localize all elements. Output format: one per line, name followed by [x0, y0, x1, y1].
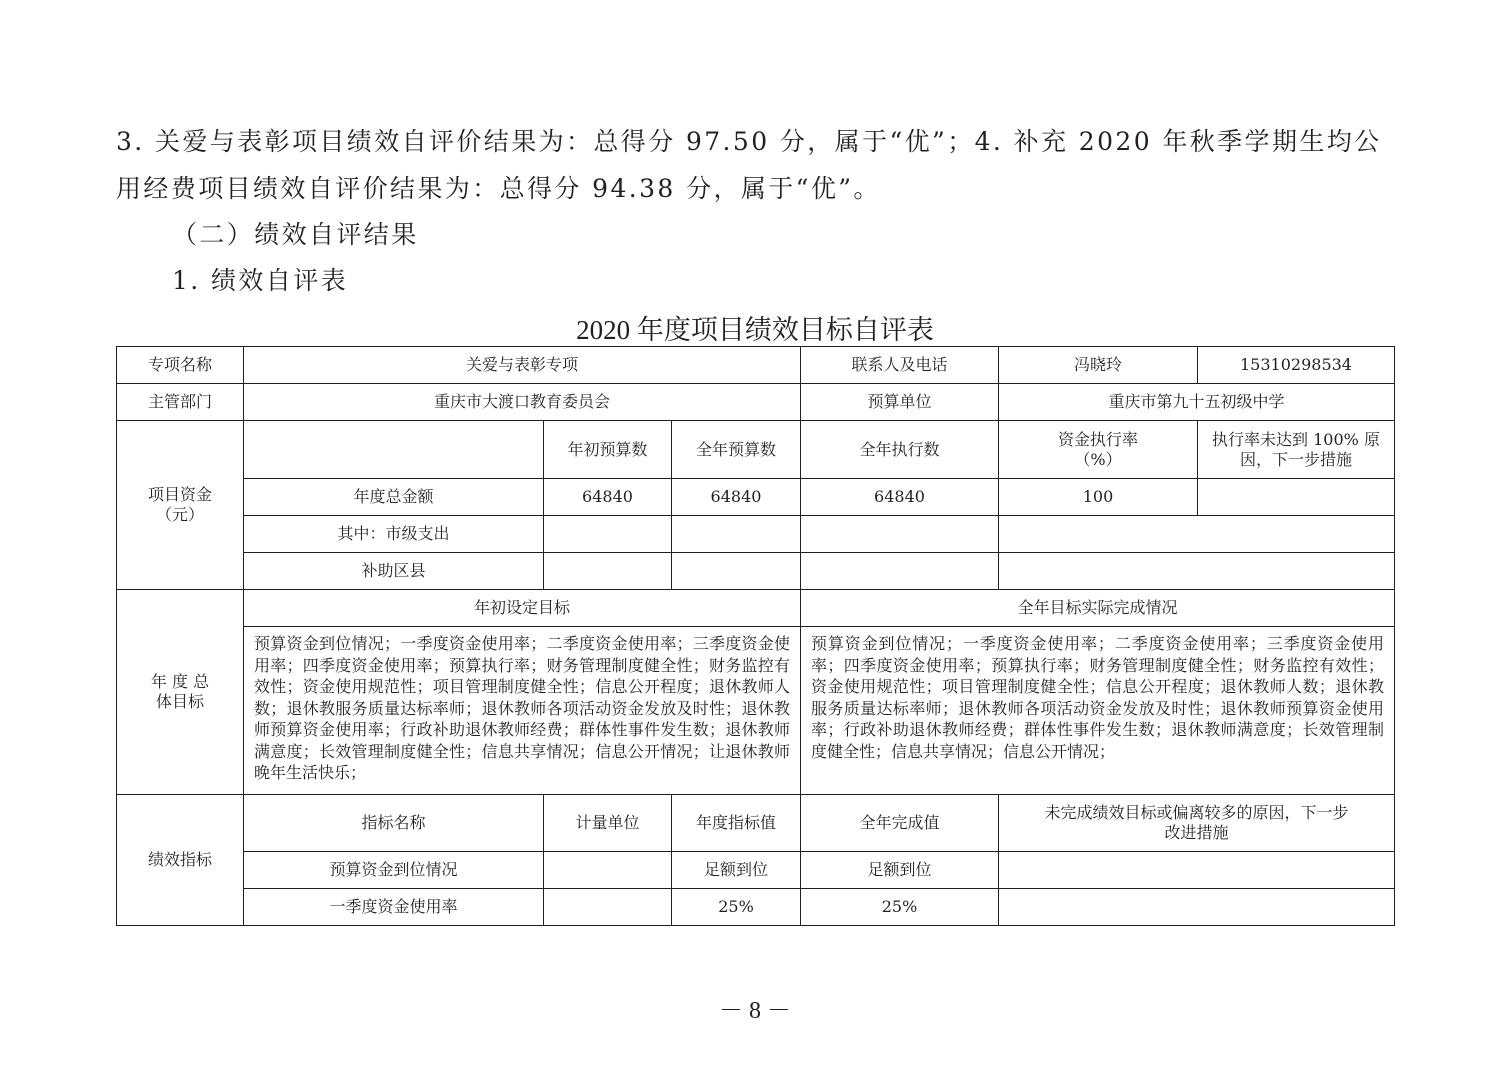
table-row	[117, 479, 1395, 516]
empty-cell	[999, 553, 1395, 590]
header-rate: 资金执行率（%）	[999, 421, 1198, 479]
header-unit: 计量单位	[544, 795, 672, 852]
header-initial: 年初预算数	[544, 421, 672, 479]
empty-cell	[672, 516, 801, 553]
header-indicator-name: 指标名称	[244, 795, 544, 852]
empty-cell	[801, 553, 999, 590]
label-budget-unit: 预算单位	[801, 384, 999, 421]
indicator-actual: 足额到位	[801, 852, 999, 889]
table-row	[117, 347, 1395, 384]
table-row	[117, 590, 1395, 627]
page-number: － 8 －	[719, 998, 791, 1024]
empty-cell	[999, 889, 1395, 926]
table-title: 2020 年度项目绩效目标自评表	[576, 315, 934, 345]
dept: 重庆市大渡口教育委员会	[244, 384, 801, 421]
label-goals: 年 度 总体目标	[117, 590, 244, 795]
actual-goals-text: 预算资金到位情况；一季度资金使用率；二季度资金使用率；三季度资金使用率；四季度资金使用率；预算执行率；财务管理制度健全性；财务监控有效性；资金使用规范性；项目管理制度健全性；信息公开程度；退休教师人数；退休教服务质量达标率师；退休教师各项活动资金发放及时性；退休教师预算资金使用率；行政补助退休教师经费；群体性事件发生数；退休教师满意度；长效管理制度健全性；信息共享情况；信息公开情况；	[801, 627, 1395, 795]
table-row	[117, 421, 1395, 479]
table-row	[117, 516, 1395, 553]
header-reason: 执行率未达到 100% 原因，下一步措施	[1198, 421, 1395, 479]
fund-row-name: 其中：市级支出	[244, 516, 544, 553]
indicator-unit	[544, 852, 672, 889]
body-line-1: 3. 关爱与表彰项目绩效自评价结果为：总得分 97.50 分，属于“优”；4. 补充 2020 年秋季学期生均公	[116, 127, 1382, 156]
header-executed: 全年执行数	[801, 421, 999, 479]
indicator-actual: 25%	[801, 889, 999, 926]
evaluation-table	[116, 346, 1395, 926]
header-annual: 全年预算数	[672, 421, 801, 479]
table-row	[117, 889, 1395, 926]
budget-unit: 重庆市第九十五初级中学	[999, 384, 1395, 421]
contact-phone: 15310298534	[1198, 347, 1395, 384]
indicator-target: 足额到位	[672, 852, 801, 889]
fund-annual: 64840	[672, 479, 801, 516]
fund-initial: 64840	[544, 479, 672, 516]
label-indicators: 绩效指标	[117, 795, 244, 926]
header-target: 年度指标值	[672, 795, 801, 852]
empty-cell	[999, 852, 1395, 889]
table-row	[117, 384, 1395, 421]
label-dept: 主管部门	[117, 384, 244, 421]
table-row	[117, 795, 1395, 852]
body-line-2: 用经费项目绩效自评价结果为：总得分 94.38 分，属于“优”。	[116, 174, 881, 203]
header-actual-goals: 全年目标实际完成情况	[801, 590, 1395, 627]
header-deviation-reason: 未完成绩效目标或偏离较多的原因，下一步改进措施	[999, 795, 1395, 852]
empty-cell	[544, 516, 672, 553]
table-row	[117, 553, 1395, 590]
indicator-name: 预算资金到位情况	[244, 852, 544, 889]
empty-cell	[999, 516, 1395, 553]
empty-cell	[1198, 479, 1395, 516]
indicator-name: 一季度资金使用率	[244, 889, 544, 926]
label-project-name: 专项名称	[117, 347, 244, 384]
empty-cell	[801, 516, 999, 553]
fund-row-name: 补助区县	[244, 553, 544, 590]
set-goals-text: 预算资金到位情况；一季度资金使用率；二季度资金使用率；三季度资金使用率；四季度资金使用率；预算执行率；财务管理制度健全性；财务监控有效性；资金使用规范性；项目管理制度健全性；信息公开程度；退休教师人数；退休教服务质量达标率师；退休教师各项活动资金发放及时性；退休教师预算资金使用率；行政补助退休教师经费；群体性事件发生数；退休教师满意度；长效管理制度健全性；信息共享情况；信息公开情况；让退休教师晚年生活快乐；	[244, 627, 801, 795]
header-set-goals: 年初设定目标	[244, 590, 801, 627]
project-name: 关爱与表彰专项	[244, 347, 801, 384]
table-row	[117, 627, 1395, 795]
table-row	[117, 852, 1395, 889]
indicator-target: 25%	[672, 889, 801, 926]
label-contact: 联系人及电话	[801, 347, 999, 384]
indicator-unit	[544, 889, 672, 926]
fund-executed: 64840	[801, 479, 999, 516]
fund-row-name: 年度总金额	[244, 479, 544, 516]
subsection-heading: 1. 绩效自评表	[172, 266, 348, 295]
empty-cell	[544, 553, 672, 590]
empty-cell	[672, 553, 801, 590]
contact-name: 冯晓玲	[999, 347, 1198, 384]
fund-rate: 100	[999, 479, 1198, 516]
section-heading: （二）绩效自评结果	[172, 220, 419, 249]
label-funds: 项目资金（元）	[117, 421, 244, 590]
empty-cell	[244, 421, 544, 479]
header-actual: 全年完成值	[801, 795, 999, 852]
